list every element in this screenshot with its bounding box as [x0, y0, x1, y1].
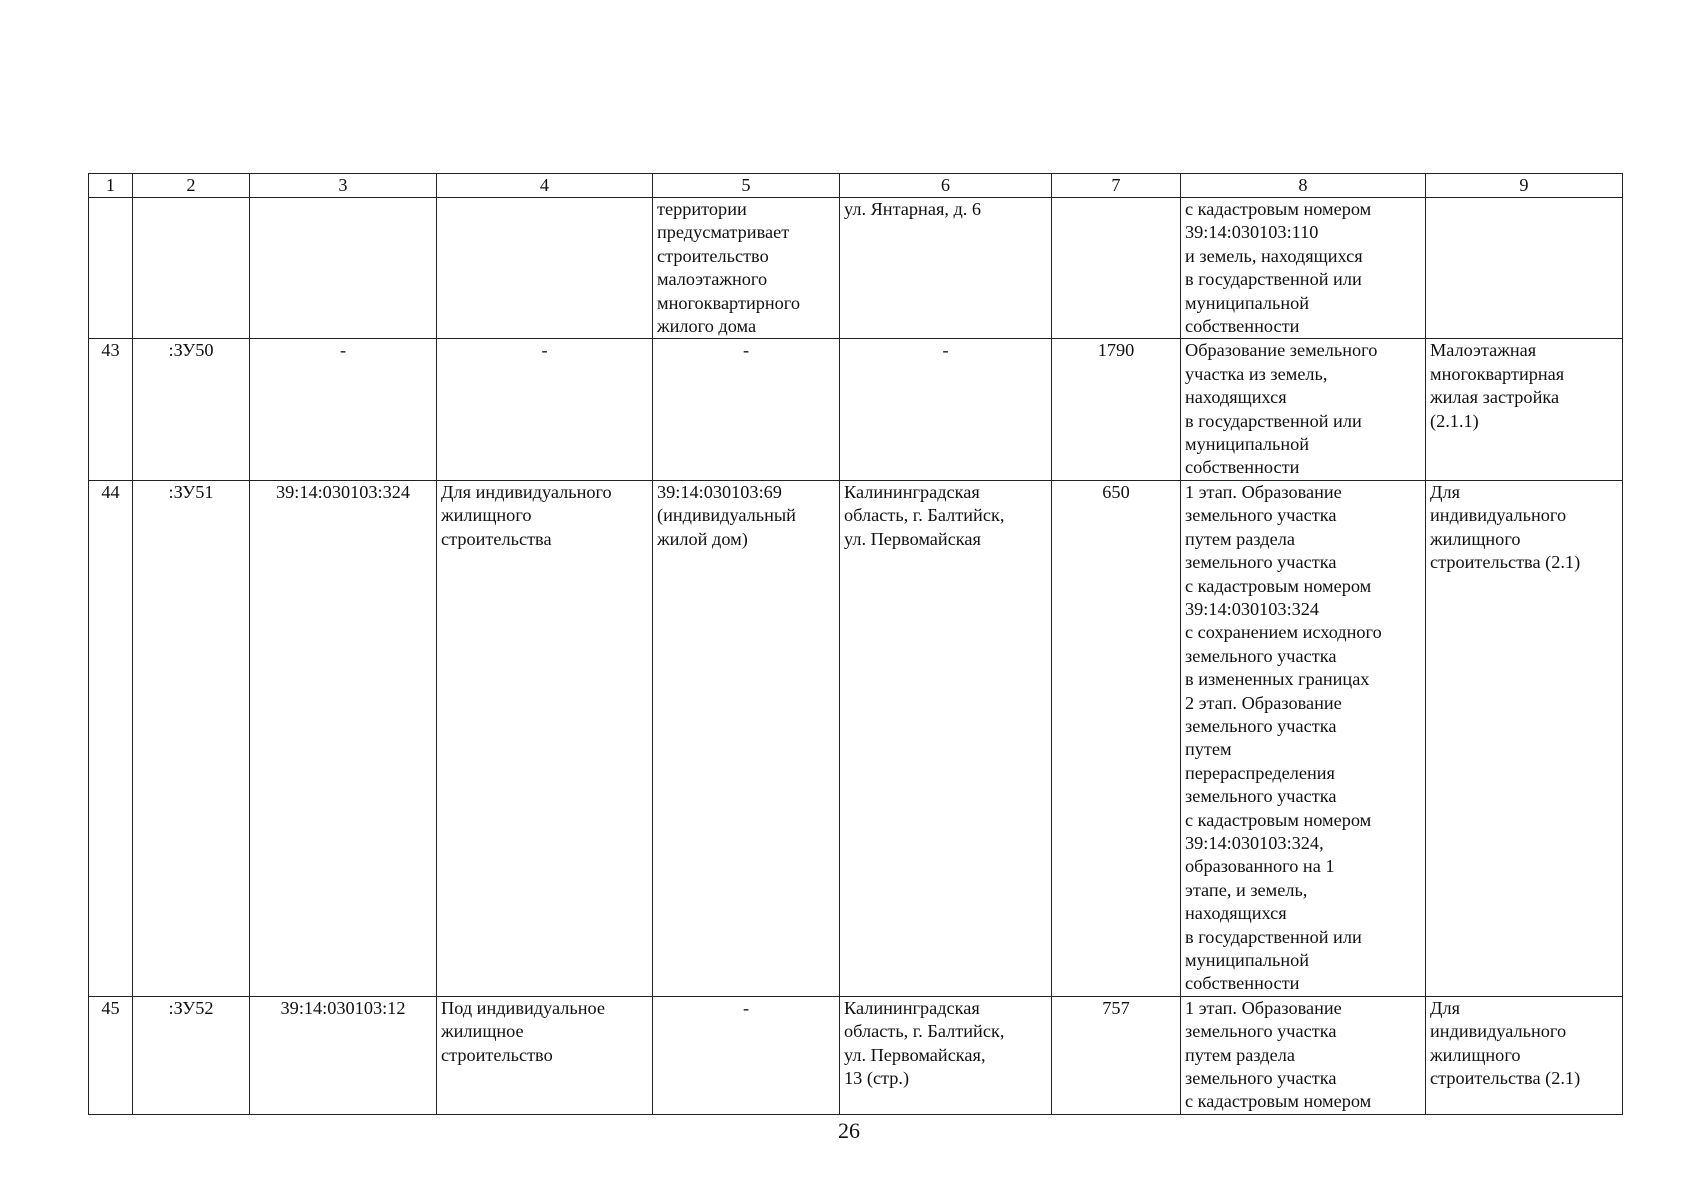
permitted-use-cell — [437, 198, 653, 339]
area-cell: 1790 — [1052, 339, 1181, 480]
planned-use-cell: Для индивидуального жилищного строительства (2.1) — [1426, 996, 1623, 1114]
permitted-use-cell: Для индивидуального жилищного строительства — [437, 480, 653, 996]
table-header-row — [89, 174, 1623, 198]
header-cell-5: 5 — [653, 174, 840, 198]
header-cell-9: 9 — [1426, 174, 1623, 198]
source-cadastral-number-cell — [250, 198, 437, 339]
header-cell-3: 3 — [250, 174, 437, 198]
address-cell: Калининградская область, г. Балтийск, ул. Первомайская, 13 (стр.) — [840, 996, 1052, 1114]
header-cell-6: 6 — [840, 174, 1052, 198]
building-cell: - — [653, 339, 840, 480]
row-number-cell — [89, 198, 133, 339]
formation-method-cell: 1 этап. Образование земельного участка путем раздела земельного участка с кадастровым номером — [1181, 996, 1426, 1114]
header-cell-1: 1 — [89, 174, 133, 198]
plot-designation-cell: :ЗУ52 — [133, 996, 250, 1114]
row-number-cell: 44 — [89, 480, 133, 996]
planned-use-cell: Для индивидуального жилищного строительства (2.1) — [1426, 480, 1623, 996]
table-row — [89, 339, 1623, 480]
planned-use-cell — [1426, 198, 1623, 339]
header-cell-2: 2 — [133, 174, 250, 198]
building-cell: территории предусматривает строительство малоэтажного многоквартирного жилого дома — [653, 198, 840, 339]
plot-designation-cell: :ЗУ51 — [133, 480, 250, 996]
table-row — [89, 480, 1623, 996]
permitted-use-cell: Под индивидуальное жилищное строительство — [437, 996, 653, 1114]
permitted-use-cell: - — [437, 339, 653, 480]
table-row — [89, 198, 1623, 339]
area-cell: 650 — [1052, 480, 1181, 996]
table-row — [89, 996, 1623, 1114]
page-number: 26 — [838, 1118, 860, 1143]
address-cell: ул. Янтарная, д. 6 — [840, 198, 1052, 339]
header-cell-8: 8 — [1181, 174, 1426, 198]
area-cell — [1052, 198, 1181, 339]
source-cadastral-number-cell: 39:14:030103:12 — [250, 996, 437, 1114]
building-cell: - — [653, 996, 840, 1114]
plot-designation-cell — [133, 198, 250, 339]
area-cell: 757 — [1052, 996, 1181, 1114]
source-cadastral-number-cell: 39:14:030103:324 — [250, 480, 437, 996]
row-number-cell: 43 — [89, 339, 133, 480]
land-plots-table — [88, 173, 1623, 1115]
formation-method-cell: Образование земельного участка из земель, находящихся в государственной или муниципальной собственности — [1181, 339, 1426, 480]
plot-designation-cell: :ЗУ50 — [133, 339, 250, 480]
planned-use-cell: Малоэтажная многоквартирная жилая застройка (2.1.1) — [1426, 339, 1623, 480]
header-cell-7: 7 — [1052, 174, 1181, 198]
formation-method-cell: 1 этап. Образование земельного участка путем раздела земельного участка с кадастровым номером 39:14:030103:324 с сохранением исходного земельного участка в измененных границах 2 этап. Образование земельного участка путем перераспределения земельного участка с кадастровым номером 39:14:030103:324, образованного на 1 этапе, и земель, находящихся в государственной или муниципальной собственности — [1181, 480, 1426, 996]
source-cadastral-number-cell: - — [250, 339, 437, 480]
formation-method-cell: с кадастровым номером 39:14:030103:110 и земель, находящихся в государственной или муниципальной собственности — [1181, 198, 1426, 339]
address-cell: - — [840, 339, 1052, 480]
address-cell: Калининградская область, г. Балтийск, ул. Первомайская — [840, 480, 1052, 996]
header-cell-4: 4 — [437, 174, 653, 198]
building-cell: 39:14:030103:69 (индивидуальный жилой дом) — [653, 480, 840, 996]
row-number-cell: 45 — [89, 996, 133, 1114]
